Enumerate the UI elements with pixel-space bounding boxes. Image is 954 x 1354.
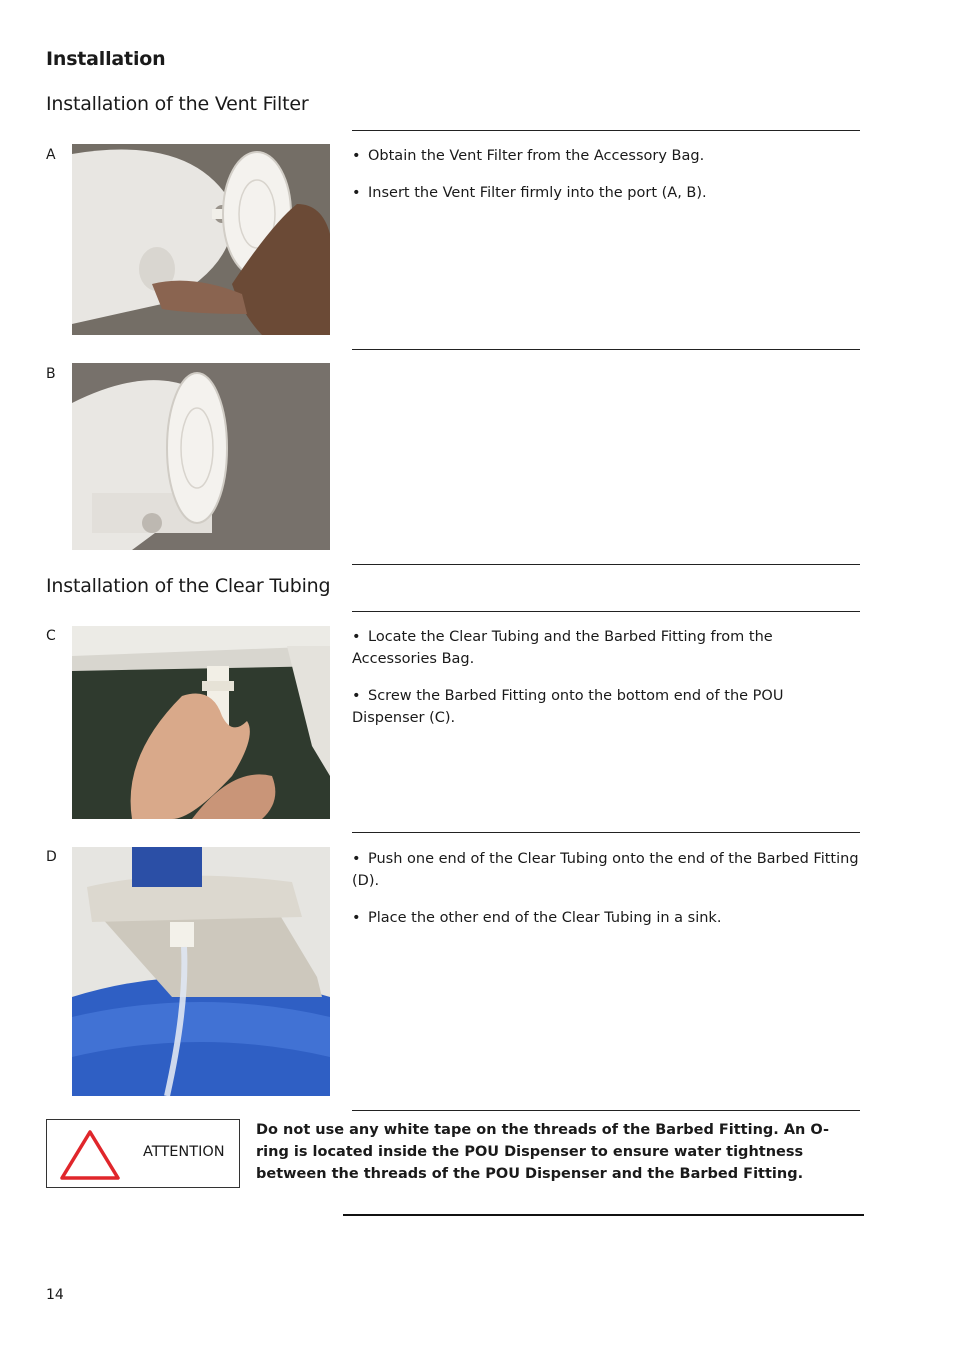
attention-label: ATTENTION [143, 1144, 225, 1160]
bullet-icon: • [352, 185, 361, 201]
bullet-icon: • [352, 688, 361, 704]
steps-clear-tubing-d [352, 848, 860, 944]
figure-label-b: B [46, 366, 56, 382]
step-item: • Insert the Vent Filter firmly into the port (A, B). [352, 182, 860, 204]
bullet-icon: • [352, 851, 361, 867]
divider [352, 611, 860, 612]
divider [352, 349, 860, 350]
step-item: • Screw the Barbed Fitting onto the bottom end of the POU Dispenser (C). [352, 685, 860, 729]
bullet-icon: • [352, 910, 361, 926]
step-item: • Push one end of the Clear Tubing onto the end of the Barbed Fitting (D). [352, 848, 860, 892]
divider [352, 832, 860, 833]
section-title-clear-tubing: Installation of the Clear Tubing [46, 575, 331, 597]
step-item: • Place the other end of the Clear Tubing in a sink. [352, 907, 860, 929]
bullet-icon: • [352, 629, 361, 645]
photo-tubing-attached [72, 847, 330, 1096]
warning-triangle-icon [58, 1128, 122, 1182]
bottom-divider [343, 1214, 864, 1216]
page-heading: Installation [46, 48, 166, 70]
photo-vent-filter-installed [72, 363, 330, 550]
bullet-icon: • [352, 148, 361, 164]
step-item: • Obtain the Vent Filter from the Accessory Bag. [352, 145, 860, 167]
photo-barbed-fitting [72, 626, 330, 819]
figure-label-a: A [46, 147, 56, 163]
steps-clear-tubing-c [352, 626, 860, 744]
steps-vent-filter [352, 145, 860, 219]
divider [352, 1110, 860, 1111]
photo-vent-filter-insert [72, 144, 330, 335]
page-number: 14 [46, 1287, 64, 1303]
attention-text: Do not use any white tape on the threads of the Barbed Fitting. An O-ring is located inside the POU Dispenser to ensure water tightness between the threads of the POU Dispenser and the Barbed Fitting. [256, 1122, 830, 1182]
attention-box [46, 1119, 240, 1188]
figure-label-c: C [46, 628, 56, 644]
step-item: • Locate the Clear Tubing and the Barbed Fitting from the Accessories Bag. [352, 626, 860, 670]
divider [352, 564, 860, 565]
figure-label-d: D [46, 849, 57, 865]
divider [352, 130, 860, 131]
section-title-vent-filter: Installation of the Vent Filter [46, 93, 309, 115]
